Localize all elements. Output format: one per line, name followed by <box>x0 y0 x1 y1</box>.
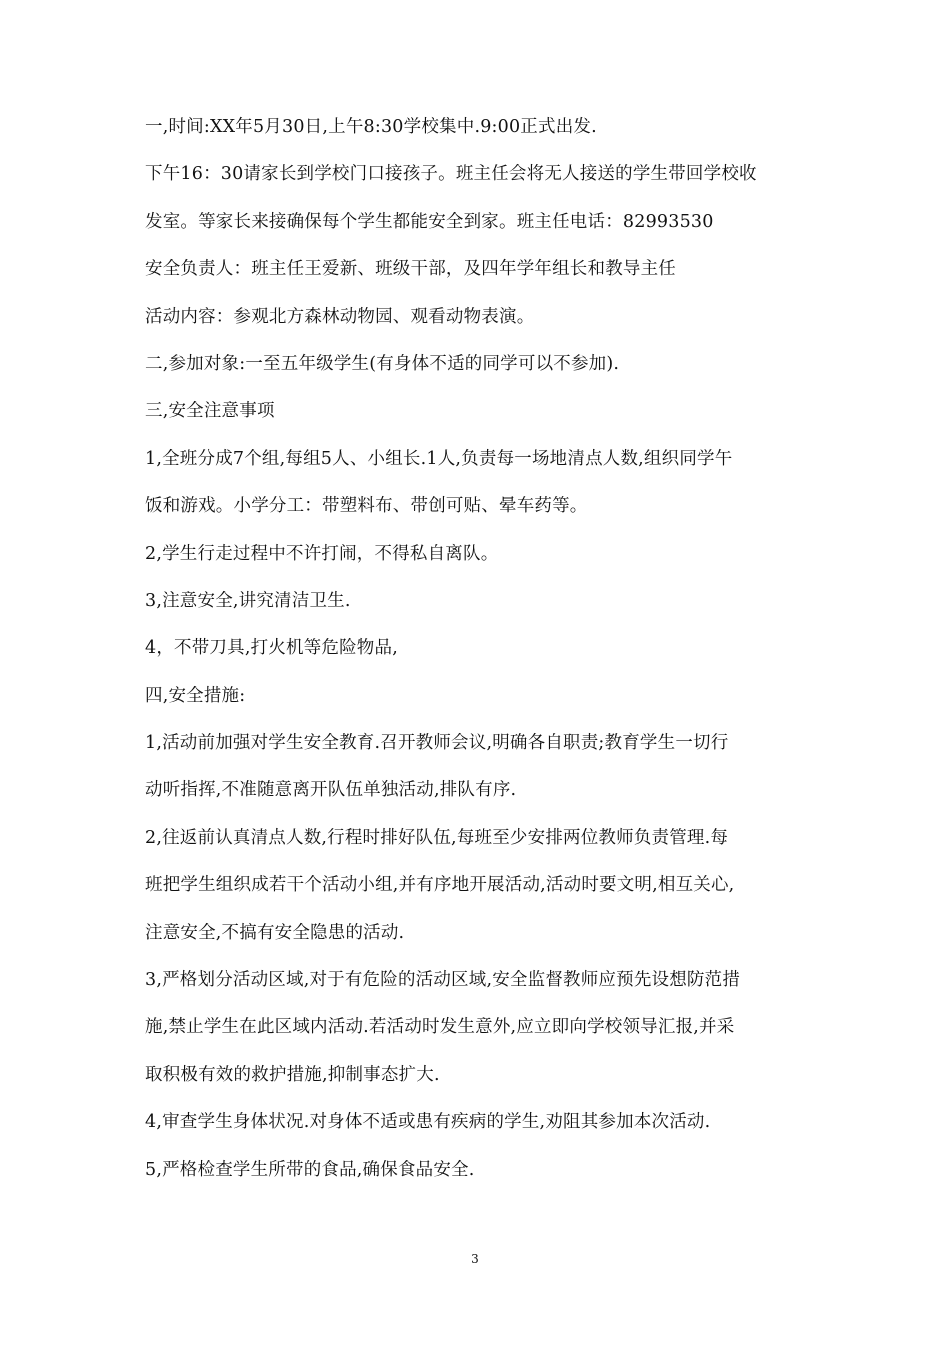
text-line: 二,参加对象:一至五年级学生(有身体不适的同学可以不参加). <box>145 353 620 374</box>
text-line: 3,严格划分活动区域,对于有危险的活动区域,安全监督教师应预先设想防范措 <box>145 970 741 991</box>
text-line: 2,往返前认真清点人数,行程时排好队伍,每班至少安排两位教师负责管理.每 <box>145 827 729 848</box>
text-line: 4,审查学生身体状况.对身体不适或患有疾病的学生,劝阻其参加本次活动. <box>145 1112 711 1133</box>
text-line: 注意安全,不搞有安全隐患的活动. <box>145 922 405 943</box>
section-heading: 四,安全措施: <box>145 685 246 706</box>
text-line: 下午16：30请家长到学校门口接孩子。班主任会将无人接送的学生带回学校收 <box>145 164 757 185</box>
text-line: 班把学生组织成若干个活动小组,并有序地开展活动,活动时要文明,相互关心, <box>145 875 735 896</box>
text-line: 3,注意安全,讲究清洁卫生. <box>145 590 351 611</box>
text-line: 一,时间:XX年5月30日,上午8:30学校集中.9:00正式出发. <box>145 117 597 137</box>
page-number: 3 <box>471 1252 479 1266</box>
text-line: 1,活动前加强对学生安全教育.召开教师会议,明确各自职责;教育学生一切行 <box>145 733 729 754</box>
text-line: 饭和游戏。小学分工：带塑料布、带创可贴、晕车药等。 <box>145 496 588 517</box>
text-line: 施,禁止学生在此区域内活动.若活动时发生意外,应立即向学校领导汇报,并采 <box>145 1017 735 1038</box>
text-line: 5,严格检查学生所带的食品,确保食品安全. <box>145 1159 475 1180</box>
text-line: 活动内容：参观北方森林动物园、观看动物表演。 <box>145 306 535 327</box>
text-line: 动听指挥,不准随意离开队伍单独活动,排队有序. <box>145 780 517 801</box>
body-text <box>145 112 810 1202</box>
text-line: 安全负责人：班主任王爱新、班级干部，及四年学年组长和教导主任 <box>145 259 676 280</box>
text-line: 2,学生行走过程中不许打闹，不得私自离队。 <box>145 543 499 564</box>
text-line: 取积极有效的救护措施,抑制事态扩大. <box>145 1064 440 1085</box>
text-line: 1,全班分成7个组,每组5人、小组长.1人,负责每一场地清点人数,组织同学午 <box>145 448 733 469</box>
section-heading: 三,安全注意事项 <box>145 401 275 422</box>
text-line: 发室。等家长来接确保每个学生都能安全到家。班主任电话：82993530 <box>145 211 714 232</box>
text-line: 4，不带刀具,打火机等危险物品, <box>145 638 398 659</box>
